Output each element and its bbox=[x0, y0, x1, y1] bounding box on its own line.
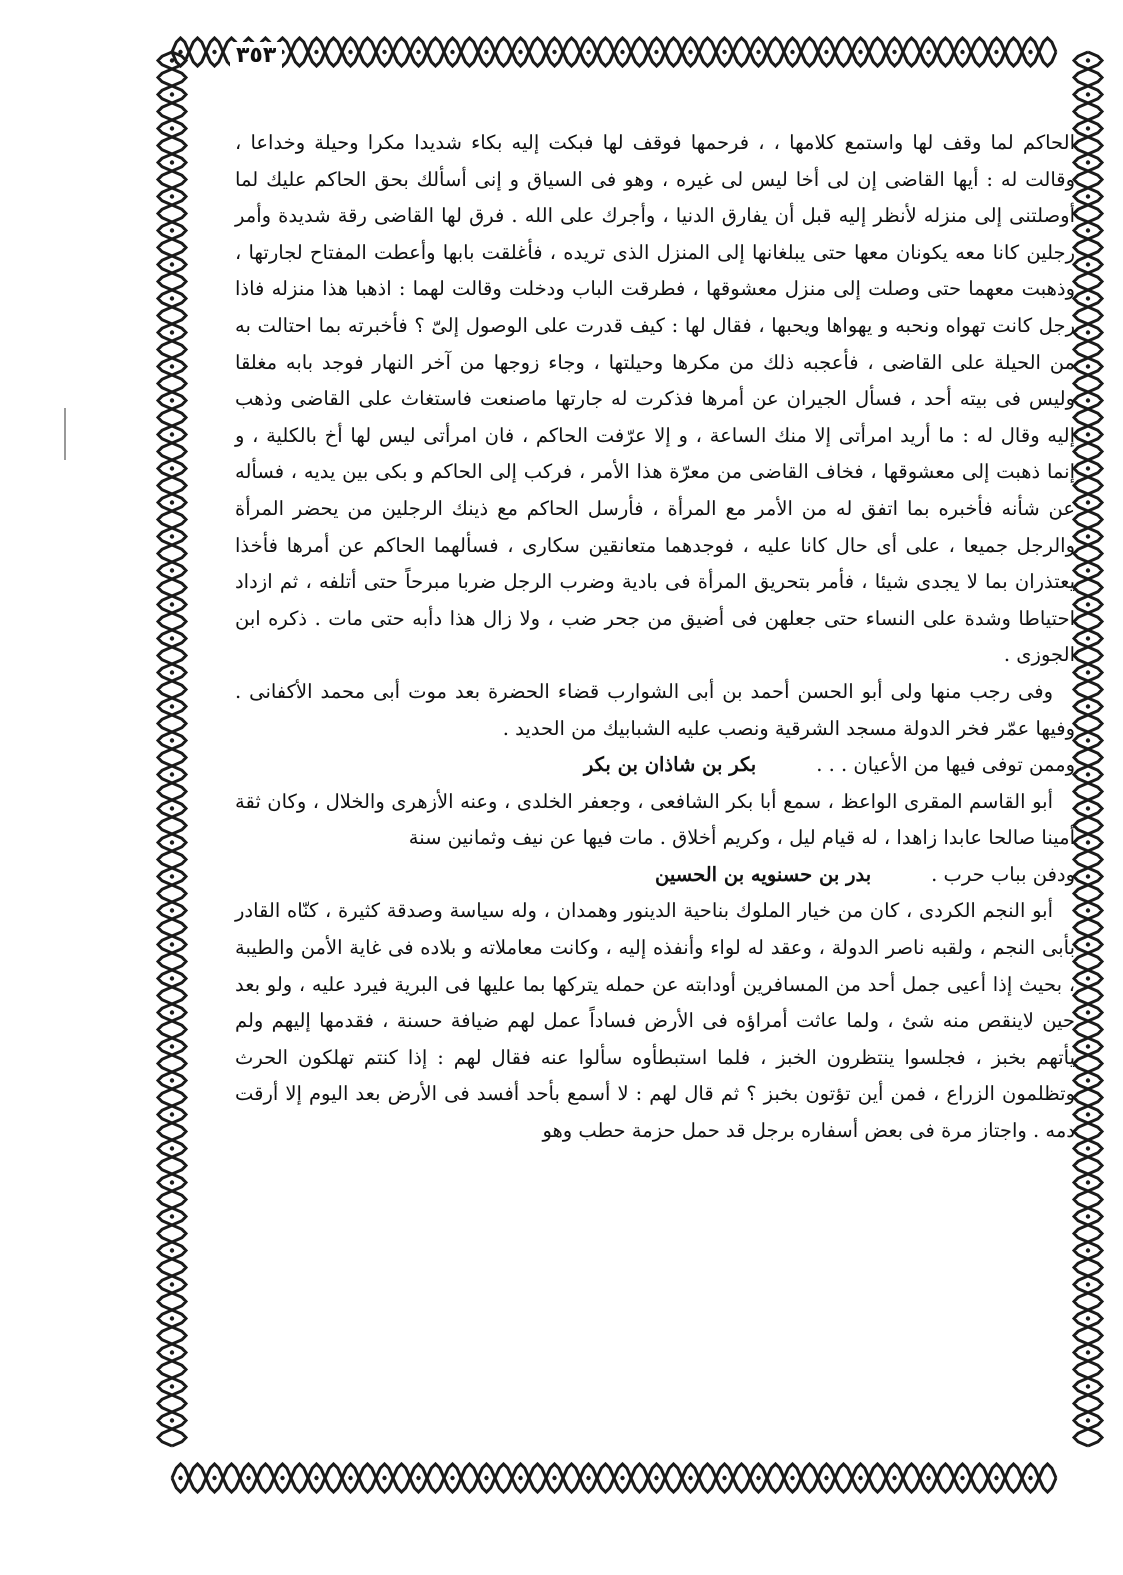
braid-knot bbox=[170, 92, 174, 96]
page-number: ٣٥٣ bbox=[230, 42, 282, 70]
braid-knot bbox=[1086, 1282, 1090, 1286]
obituary-intro: وممن توفى فيها من الأعيان . . . bbox=[816, 753, 1075, 777]
braid-knot bbox=[1086, 466, 1090, 470]
braid-knot bbox=[170, 806, 174, 810]
braid-knot bbox=[170, 1350, 174, 1354]
braid-knot bbox=[1086, 262, 1090, 266]
braid-knot bbox=[170, 296, 174, 300]
braid-knot bbox=[170, 1010, 174, 1014]
braid-knot bbox=[416, 50, 420, 54]
braid-knot bbox=[654, 50, 658, 54]
braid-knot bbox=[1086, 840, 1090, 844]
braid-knot bbox=[824, 50, 828, 54]
braid-knot bbox=[1086, 1044, 1090, 1048]
paragraph-bakr-bio: أبو القاسم المقرى الواعظ ، سمع أبا بكر الشافعى ، وجعفر الخلدى ، وعنه الأزهرى والخلال ، وكان ثقة أمينا صالحا عابدا زاهدا ، له قيام ليل ، وكريم أخلاق . مات فيها عن نيف وثمانين سنة bbox=[235, 789, 1075, 850]
braid-knot bbox=[994, 50, 998, 54]
braid-knot bbox=[170, 160, 174, 164]
braid-knot bbox=[170, 262, 174, 266]
braid-knot bbox=[926, 50, 930, 54]
obituary-heading-badr bbox=[235, 857, 1075, 894]
braid-knot bbox=[1086, 160, 1090, 164]
braid-knot bbox=[1086, 908, 1090, 912]
braid-knot bbox=[170, 1282, 174, 1286]
braid-knot bbox=[170, 602, 174, 606]
braid-knot bbox=[170, 1248, 174, 1252]
braid-knot bbox=[170, 772, 174, 776]
braid-knot bbox=[1086, 398, 1090, 402]
braid-knot bbox=[1086, 568, 1090, 572]
braid-knot bbox=[1086, 1180, 1090, 1184]
braid-knot bbox=[790, 50, 794, 54]
braid-knot bbox=[348, 50, 352, 54]
braid-knot bbox=[722, 50, 726, 54]
braid-knot bbox=[1028, 50, 1032, 54]
braid-knot bbox=[1086, 534, 1090, 538]
braid-knot bbox=[170, 432, 174, 436]
braid-knot bbox=[170, 1044, 174, 1048]
braid-knot bbox=[1086, 228, 1090, 232]
burial-note: ودفن بباب حرب . bbox=[931, 862, 1075, 886]
braid-knot bbox=[858, 50, 862, 54]
braid-knot bbox=[212, 50, 216, 54]
braid-knot bbox=[1086, 330, 1090, 334]
braid-knot bbox=[1086, 738, 1090, 742]
braid-knot bbox=[170, 1078, 174, 1082]
braid-knot bbox=[212, 1476, 216, 1480]
braid-knot bbox=[314, 50, 318, 54]
braid-knot bbox=[170, 1180, 174, 1184]
braid-knot bbox=[170, 704, 174, 708]
braid-knot bbox=[552, 50, 556, 54]
braid-knot bbox=[1086, 704, 1090, 708]
braid-knot bbox=[170, 1384, 174, 1388]
braid-knot bbox=[170, 942, 174, 946]
braid-knot bbox=[170, 568, 174, 572]
braid-knot bbox=[170, 126, 174, 130]
braid-knot bbox=[1086, 1112, 1090, 1116]
braid-knot bbox=[1086, 1010, 1090, 1014]
obituary-heading-bakr bbox=[235, 747, 1075, 784]
braid-knot bbox=[586, 50, 590, 54]
paragraph-badr-bio: أبو النجم الكردى ، كان من خيار الملوك بناحية الدينور وهمدان ، وله سياسة وصدقة كثيرة ، كنّاه القادر بأبى النجم ، ولقبه ناصر الدولة ، وعقد له لواء وأنفذه إليه ، وكانت معاملاته و بلاده فى غاية الأمن والطيبة ، بحيث إذا أعيى جمل أحد من المسافرين أودابته عن حمله يتركها بما عليها فى البرية فيرد عليه ، ولو بعد حين لاينقص منه شئ ، ولما عاثت أمراؤه فى الأرض فساداً عمل لهم ضيافة حسنة ، فقدمها إليهم ولم يأتهم بخبز ، فجلسوا ينتظرون الخبز ، فلما استبطأوه سألوا عنه فقال لهم : إذا كنتم تهلكون الحرث وتظلمون الزراع ، فمن أين تؤتون بخبز ؟ ثم قال لهم : لا أسمع بأحد أفسد فى الأرض بعد اليوم إلا أرقت دمه . واجتاز مرة فى بعض أسفاره برجل قد حمل حزمة حطب وهو bbox=[235, 899, 1075, 1143]
braid-knot bbox=[1086, 806, 1090, 810]
braid-knot bbox=[170, 194, 174, 198]
braid-knot bbox=[1086, 1248, 1090, 1252]
braid-knot bbox=[1086, 874, 1090, 878]
braid-knot bbox=[892, 50, 896, 54]
braid-knot bbox=[1086, 1350, 1090, 1354]
braid-knot bbox=[170, 840, 174, 844]
braid-knot bbox=[960, 50, 964, 54]
braid-knot bbox=[1086, 1418, 1090, 1422]
braid-knot bbox=[170, 1146, 174, 1150]
braid-knot bbox=[1086, 636, 1090, 640]
obituary-name-bakr: بكر بن شاذان بن بكر bbox=[583, 753, 757, 777]
braid-knot bbox=[1086, 1146, 1090, 1150]
braid-knot bbox=[170, 364, 174, 368]
obituary-name-badr: بدر بن حسنويه بن الحسين bbox=[655, 862, 872, 886]
braid-knot bbox=[1086, 1316, 1090, 1320]
braid-knot bbox=[756, 50, 760, 54]
braid-knot bbox=[688, 50, 692, 54]
braid-knot bbox=[170, 908, 174, 912]
braid-knot bbox=[1086, 296, 1090, 300]
braid-knot bbox=[1086, 126, 1090, 130]
braid-knot bbox=[1086, 976, 1090, 980]
page-body bbox=[235, 125, 1075, 1480]
braid-knot bbox=[170, 976, 174, 980]
braid-knot bbox=[170, 636, 174, 640]
braid-knot bbox=[170, 1112, 174, 1116]
braid-knot bbox=[170, 1418, 174, 1422]
braid-knot bbox=[1086, 772, 1090, 776]
scan-margin-mark bbox=[64, 408, 66, 460]
braid-knot bbox=[170, 738, 174, 742]
braid-knot bbox=[1086, 1384, 1090, 1388]
braid-knot bbox=[170, 58, 174, 62]
braid-knot bbox=[1086, 1078, 1090, 1082]
braid-knot bbox=[1086, 92, 1090, 96]
braid-knot bbox=[1086, 1214, 1090, 1218]
braid-knot bbox=[170, 670, 174, 674]
braid-knot bbox=[170, 1316, 174, 1320]
braid-knot bbox=[170, 330, 174, 334]
braid-knot bbox=[170, 500, 174, 504]
braid-knot bbox=[518, 50, 522, 54]
braid-knot bbox=[1086, 602, 1090, 606]
braid-knot bbox=[170, 466, 174, 470]
braid-knot bbox=[170, 874, 174, 878]
braid-knot bbox=[1086, 432, 1090, 436]
braid-knot bbox=[620, 50, 624, 54]
braid-knot bbox=[170, 228, 174, 232]
braid-knot bbox=[1086, 364, 1090, 368]
paragraph-rajab-events: وفى رجب منها ولى أبو الحسن أحمد بن أبى الشوارب قضاء الحضرة بعد موت أبى محمد الأكفانى . وفيها عمّر فخر الدولة مسجد الشرقية ونصب عليه الشبابيك من الحديد . bbox=[235, 679, 1075, 740]
braid-knot bbox=[170, 398, 174, 402]
decorative-frame bbox=[150, 30, 1110, 1500]
braid-knot bbox=[178, 1476, 182, 1480]
braid-knot bbox=[170, 1214, 174, 1218]
braid-knot bbox=[1086, 942, 1090, 946]
braid-knot bbox=[1086, 500, 1090, 504]
braid-knot bbox=[1086, 194, 1090, 198]
braid-knot bbox=[1086, 670, 1090, 674]
braid-knot bbox=[170, 534, 174, 538]
braid-knot bbox=[450, 50, 454, 54]
braid-knot bbox=[382, 50, 386, 54]
paragraph-hakim-story: الحاكم لما وقف لها واستمع كلامها ، ، فرحمها فوقف لها فبكت إليه بكاء شديدا مكرا وحيلة وخداعا ، وقالت له : أيها القاضى إن لى أخا ليس لى غيره ، وهو فى السياق و إنى أسألك بحق الحاكم عليك لما أوصلتنى إلى منزله لأنظر إليه قبل أن يفارق الدنيا ، وأجرك على الله . فرق لها القاضى رقة شديدة وأمر رجلين كانا معه يكونان معها حتى يبلغانها إلى المنزل الذى تريده ، فأغلقت بابها وأعطت المفتاح لجارتها ، وذهبت معهما حتى وصلت إلى منزل معشوقها ، فطرقت الباب ودخلت وقالت لهما : اذهبا هذا منزله فاذا رجل كانت تهواه ونحبه و يهواها ويحبها ، فقال لها : كيف قدرت على الوصول إلىّ ؟ فأخبرته بما احتالت به من الحيلة على القاضى ، فأعجبه ذلك من مكرها وحيلتها ، وجاء زوجها من آخر النهار فوجد بابه مغلقا وليس فى بيته أحد ، فسأل الجيران عن أمرها فذكرت له جارتها ماصنعت فاستغاث على القاضى وذهب إليه وقال له : ما أريد امرأتى إلا منك الساعة ، و إلا عرّفت الحاكم ، فان امرأتى ليس لها أخ بالكلية ، و إنما ذهبت إلى معشوقها ، فخاف القاضى من معرّة هذا الأمر ، فركب إلى الحاكم و بكى بين يديه ، فسأله عن شأنه فأخبره بما اتفق له من الأمر مع المرأة ، فأرسل الحاكم مع ذينك الرجلين من يحضر المرأة والرجل جميعا ، على أى حال كانا عليه ، فوجدهما متعانقين سكارى ، فسألهما الحاكم عن أمرها فأخذا يعتذران بما لا يجدى شيئا ، فأمر بتحريق المرأة فى بادية وضرب الرجل ضربا مبرحاً حتى أتلفه ، ثم ازداد احتياطا وشدة على النساء حتى جعلهن فى أضيق من جحر ضب ، ولا زال هذا دأبه حتى مات . ذكره ابن الجوزى . bbox=[235, 131, 1075, 667]
braid-knot bbox=[484, 50, 488, 54]
braid-knot bbox=[1086, 58, 1090, 62]
